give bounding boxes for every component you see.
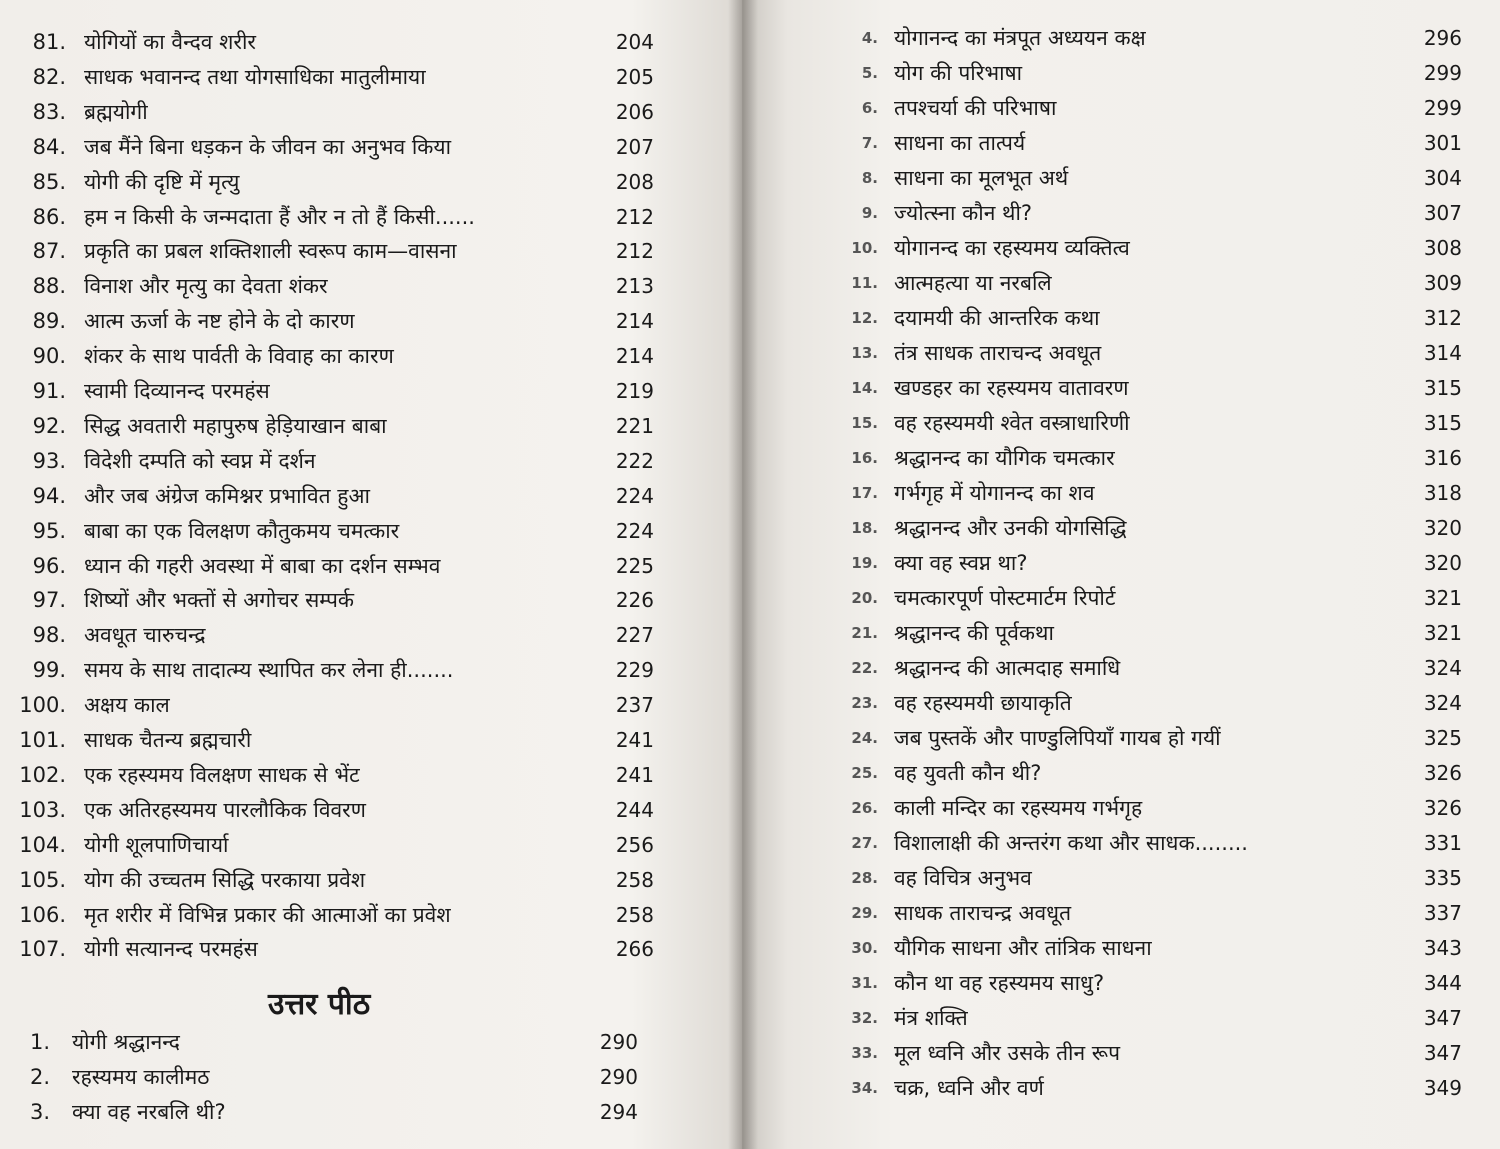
entry-title: चक्र, ध्वनि और वर्ण [894, 1076, 1044, 1100]
entry-page-number: 296 [1423, 26, 1462, 50]
toc-entry [0, 795, 742, 825]
toc-entry [742, 1073, 1500, 1103]
entry-number: 5. [861, 64, 878, 82]
entry-page-number: 347 [1423, 1006, 1462, 1030]
entry-page-number: 294 [599, 1100, 638, 1124]
toc-entry [742, 968, 1500, 998]
right-page [742, 0, 1500, 1149]
entry-page-number: 331 [1423, 831, 1462, 855]
entry-title: रहस्यमय कालीमठ [72, 1065, 210, 1089]
toc-entry [0, 167, 742, 197]
toc-entry [0, 306, 742, 336]
entry-page-number: 321 [1423, 586, 1462, 610]
entry-number: 90. [32, 344, 66, 369]
toc-entry [0, 62, 742, 92]
entry-page-number: 241 [615, 728, 654, 752]
entry-number: 102. [19, 762, 66, 787]
entry-title: ज्योत्स्ना कौन थी? [894, 201, 1033, 225]
entry-page-number: 258 [615, 902, 654, 927]
entry-title: आत्महत्या या नरबलि [894, 271, 1052, 295]
entry-number: 100. [19, 693, 66, 718]
entry-title: तपश्चर्या की परिभाषा [894, 96, 1057, 120]
entry-page-number: 347 [1423, 1041, 1462, 1065]
toc-entry [0, 725, 742, 755]
entry-number: 31. [851, 974, 878, 992]
entry-page-number: 343 [1423, 936, 1462, 960]
entry-page-number: 326 [1423, 761, 1462, 785]
entry-title: योग की उच्चतम सिद्धि परकाया प्रवेश [84, 867, 366, 892]
entry-title: शंकर के साथ पार्वती के विवाह का कारण [84, 344, 394, 369]
entry-page-number: 301 [1423, 131, 1462, 155]
entry-number: 98. [32, 623, 66, 648]
toc-entry [0, 760, 742, 790]
entry-title: आत्म ऊर्जा के नष्ट होने के दो कारण [84, 309, 355, 334]
toc-entry [742, 933, 1500, 963]
entry-title: प्रकृति का प्रबल शक्तिशाली स्वरूप काम—वासना [84, 239, 457, 264]
entry-title: एक अतिरहस्यमय पारलौकिक विवरण [84, 797, 366, 822]
entry-title: साधक भवानन्द तथा योगसाधिका मातुलीमाया [84, 64, 426, 89]
entry-number: 97. [32, 588, 66, 613]
entry-page-number: 308 [1423, 236, 1462, 260]
toc-entry [742, 653, 1500, 683]
entry-title: साधना का मूलभूत अर्थ [894, 166, 1069, 190]
entry-number: 84. [32, 134, 66, 159]
toc-entry [742, 513, 1500, 543]
toc-entry [0, 236, 742, 266]
entry-title: वह विचित्र अनुभव [894, 866, 1032, 890]
entry-page-number: 320 [1423, 516, 1462, 540]
entry-number: 3. [29, 1100, 50, 1124]
entry-page-number: 237 [615, 693, 654, 718]
entry-page-number: 206 [615, 99, 654, 124]
toc-entry [742, 233, 1500, 263]
entry-number: 6. [861, 99, 878, 117]
toc-entry [742, 688, 1500, 718]
entry-title: योगी की दृष्टि में मृत्यु [84, 169, 240, 194]
entry-number: 22. [851, 659, 878, 677]
entry-page-number: 349 [1423, 1076, 1462, 1100]
entry-number: 2. [29, 1065, 50, 1089]
toc-entry [0, 620, 742, 650]
toc-entry [742, 128, 1500, 158]
toc-entry [742, 163, 1500, 193]
toc-entry [742, 1038, 1500, 1068]
entry-title: ब्रह्मयोगी [84, 99, 148, 124]
entry-title: श्रद्धानन्द की पूर्वकथा [894, 621, 1054, 645]
entry-number: 19. [851, 554, 878, 572]
entry-page-number: 312 [1423, 306, 1462, 330]
entry-title: मंत्र शक्ति [894, 1006, 968, 1030]
toc-entry [742, 23, 1500, 53]
entry-number: 20. [851, 589, 878, 607]
entry-title: सिद्ध अवतारी महापुरुष हेड़ियाखान बाबा [84, 413, 387, 438]
entry-title: गर्भगृह में योगानन्द का शव [894, 481, 1095, 505]
toc-entry [742, 723, 1500, 753]
entry-page-number: 321 [1423, 621, 1462, 645]
entry-number: 14. [851, 379, 878, 397]
entry-page-number: 324 [1423, 656, 1462, 680]
entry-page-number: 212 [615, 204, 654, 229]
entry-number: 4. [861, 29, 878, 47]
entry-title: खण्डहर का रहस्यमय वातावरण [894, 376, 1129, 400]
entry-title: साधक चैतन्य ब्रह्मचारी [84, 728, 252, 752]
entry-number: 11. [851, 274, 878, 292]
entry-number: 85. [32, 169, 66, 194]
entry-number: 24. [851, 729, 878, 747]
entry-page-number: 314 [1423, 341, 1462, 365]
entry-page-number: 290 [599, 1030, 638, 1054]
entry-number: 25. [851, 764, 878, 782]
toc-entry [0, 934, 742, 964]
entry-number: 95. [32, 518, 66, 543]
toc-entry [742, 618, 1500, 648]
toc-entry [742, 268, 1500, 298]
entry-page-number: 325 [1423, 726, 1462, 750]
toc-entry [0, 516, 742, 546]
toc-entry [742, 443, 1500, 473]
toc-entry [742, 793, 1500, 823]
toc-entry [0, 271, 742, 301]
entry-page-number: 213 [615, 274, 654, 299]
entry-number: 83. [32, 99, 66, 124]
entry-title: यौगिक साधना और तांत्रिक साधना [894, 936, 1152, 960]
entry-number: 107. [19, 937, 66, 962]
entry-title: शिष्यों और भक्तों से अगोचर सम्पर्क [84, 588, 355, 613]
entry-number: 93. [32, 448, 66, 473]
entry-title: वह रहस्यमयी श्वेत वस्त्राधारिणी [894, 411, 1130, 435]
entry-number: 15. [851, 414, 878, 432]
entry-page-number: 208 [615, 169, 654, 194]
entry-number: 89. [32, 309, 66, 334]
entry-number: 91. [32, 379, 66, 403]
entry-number: 81. [32, 30, 66, 54]
entry-title: कौन था वह रहस्यमय साधु? [894, 971, 1105, 995]
toc-entry [0, 97, 742, 127]
entry-number: 104. [19, 832, 66, 857]
entry-title: योग की परिभाषा [894, 61, 1023, 85]
toc-entry [0, 411, 742, 441]
toc-entry [0, 376, 742, 406]
left-page [0, 0, 742, 1149]
toc-entry [0, 341, 742, 371]
entry-page-number: 214 [615, 309, 654, 334]
toc-entry [742, 198, 1500, 228]
entry-number: 106. [19, 902, 66, 927]
entry-page-number: 207 [615, 134, 654, 159]
toc-entry [0, 655, 742, 685]
toc-entry [742, 303, 1500, 333]
entry-page-number: 219 [615, 379, 654, 403]
entry-number: 18. [851, 519, 878, 537]
entry-number: 28. [851, 869, 878, 887]
entry-number: 7. [861, 134, 878, 152]
entry-page-number: 221 [615, 413, 654, 438]
entry-page-number: 344 [1423, 971, 1462, 995]
entry-page-number: 205 [615, 64, 654, 89]
entry-page-number: 324 [1423, 691, 1462, 715]
entry-number: 1. [29, 1030, 50, 1054]
entry-number: 82. [32, 64, 66, 89]
entry-page-number: 304 [1423, 166, 1462, 190]
toc-entry [0, 551, 742, 581]
entry-page-number: 224 [615, 483, 654, 508]
entry-number: 94. [32, 483, 66, 508]
toc-entry [742, 863, 1500, 893]
entry-title: योगी श्रद्धानन्द [72, 1030, 180, 1054]
entry-title: विदेशी दम्पति को स्वप्न में दर्शन [84, 448, 316, 473]
entry-number: 96. [32, 553, 66, 578]
entry-page-number: 214 [615, 344, 654, 369]
entry-title: मूल ध्वनि और उसके तीन रूप [894, 1041, 1121, 1065]
entry-number: 8. [861, 169, 878, 187]
entry-title: साधना का तात्पर्य [894, 131, 1026, 155]
entry-number: 13. [851, 344, 878, 362]
toc-entry [0, 446, 742, 476]
toc-entry [742, 583, 1500, 613]
entry-title: हम न किसी के जन्मदाता हैं और न तो हैं किसी...... [84, 204, 475, 229]
entry-title: वह रहस्यमयी छायाकृति [894, 691, 1072, 715]
entry-number: 21. [851, 624, 878, 642]
entry-title: क्या वह नरबलि थी? [72, 1100, 226, 1124]
entry-number: 23. [851, 694, 878, 712]
entry-title: जब मैंने बिना धड़कन के जीवन का अनुभव किया [84, 134, 452, 159]
entry-number: 27. [851, 834, 878, 852]
entry-page-number: 335 [1423, 866, 1462, 890]
entry-number: 9. [861, 204, 878, 222]
entry-page-number: 318 [1423, 481, 1462, 505]
entry-page-number: 326 [1423, 796, 1462, 820]
entry-page-number: 225 [615, 553, 654, 578]
entry-title: साधक ताराचन्द्र अवधूत [894, 901, 1072, 925]
entry-number: 17. [851, 484, 878, 502]
entry-title: श्रद्धानन्द और उनकी योगसिद्धि [894, 516, 1127, 540]
toc-entry [742, 898, 1500, 928]
entry-number: 16. [851, 449, 878, 467]
entry-title: तंत्र साधक ताराचन्द अवधूत [894, 341, 1102, 365]
entry-number: 86. [32, 204, 66, 229]
entry-page-number: 224 [615, 518, 654, 543]
entry-page-number: 299 [1423, 61, 1462, 85]
entry-number: 101. [19, 728, 66, 752]
toc-entry [742, 828, 1500, 858]
entry-title: अवधूत चारुचन्द्र [84, 623, 206, 648]
entry-title: दयामयी की आन्तरिक कथा [894, 306, 1100, 330]
entry-title: श्रद्धानन्द का यौगिक चमत्कार [894, 446, 1115, 470]
toc-entry [742, 338, 1500, 368]
toc-entry [0, 585, 742, 615]
entry-page-number: 222 [615, 448, 654, 473]
entry-number: 92. [32, 413, 66, 438]
entry-number: 30. [851, 939, 878, 957]
entry-title: क्या वह स्वप्न था? [894, 551, 1028, 575]
entry-title: जब पुस्तकें और पाण्डुलिपियाँ गायब हो गयीं [894, 726, 1221, 750]
book-gutter [728, 0, 758, 1149]
entry-number: 32. [851, 1009, 878, 1027]
entry-number: 103. [19, 797, 66, 822]
entry-page-number: 212 [615, 239, 654, 264]
entry-title: योगानन्द का रहस्यमय व्यक्तित्व [894, 236, 1130, 260]
toc-entry [742, 758, 1500, 788]
entry-page-number: 315 [1423, 411, 1462, 435]
entry-title: श्रद्धानन्द की आत्मदाह समाधि [894, 656, 1121, 680]
entry-number: 33. [851, 1044, 878, 1062]
entry-title: काली मन्दिर का रहस्यमय गर्भगृह [894, 796, 1143, 820]
entry-title: योगियों का वैन्दव शरीर [84, 30, 256, 54]
toc-entry [742, 58, 1500, 88]
toc-entry [0, 132, 742, 162]
entry-number: 105. [19, 867, 66, 892]
entry-page-number: 316 [1423, 446, 1462, 470]
toc-entry [742, 93, 1500, 123]
entry-number: 88. [32, 274, 66, 299]
entry-number: 34. [851, 1079, 878, 1097]
entry-title: अक्षय काल [84, 693, 170, 718]
entry-title: स्वामी दिव्यानन्द परमहंस [84, 379, 270, 403]
entry-title: योगानन्द का मंत्रपूत अध्ययन कक्ष [894, 26, 1146, 50]
entry-page-number: 226 [615, 588, 654, 613]
entry-number: 10. [851, 239, 878, 257]
entry-number: 26. [851, 799, 878, 817]
toc-entry [742, 548, 1500, 578]
toc-entry [0, 481, 742, 511]
entry-page-number: 241 [615, 762, 654, 787]
entry-page-number: 204 [615, 30, 654, 54]
toc-entry [0, 900, 742, 930]
entry-number: 29. [851, 904, 878, 922]
toc-entry [0, 1097, 742, 1127]
entry-title: योगी सत्यानन्द परमहंस [84, 937, 258, 962]
toc-entry [742, 1003, 1500, 1033]
toc-entry [0, 865, 742, 895]
entry-title: मृत शरीर में विभिन्न प्रकार की आत्माओं का प्रवेश [84, 902, 451, 927]
toc-entry [0, 202, 742, 232]
toc-entry [0, 830, 742, 860]
entry-title: एक रहस्यमय विलक्षण साधक से भेंट [84, 762, 360, 787]
entry-title: वह युवती कौन थी? [894, 761, 1042, 785]
toc-entry [0, 690, 742, 720]
toc-entry [0, 27, 742, 57]
entry-page-number: 299 [1423, 96, 1462, 120]
toc-entry [742, 408, 1500, 438]
entry-page-number: 337 [1423, 901, 1462, 925]
entry-number: 99. [32, 658, 66, 683]
entry-page-number: 290 [599, 1065, 638, 1089]
entry-title: चमत्कारपूर्ण पोस्टमार्टम रिपोर्ट [894, 586, 1116, 610]
entry-page-number: 229 [615, 658, 654, 683]
entry-title: विशालाक्षी की अन्तरंग कथा और साधक........ [894, 831, 1248, 855]
entry-page-number: 258 [615, 867, 654, 892]
section-heading: उत्तर पीठ [268, 987, 371, 1022]
entry-number: 12. [851, 309, 878, 327]
toc-entry [0, 1027, 742, 1057]
entry-title: बाबा का एक विलक्षण कौतुकमय चमत्कार [84, 518, 400, 543]
entry-page-number: 244 [615, 797, 654, 822]
entry-title: योगी शूलपाणिचार्या [84, 832, 229, 857]
entry-title: समय के साथ तादात्म्य स्थापित कर लेना ही....... [84, 658, 454, 683]
entry-page-number: 315 [1423, 376, 1462, 400]
entry-title: ध्यान की गहरी अवस्था में बाबा का दर्शन सम्भव [84, 553, 441, 578]
entry-number: 87. [32, 239, 66, 264]
toc-entry [742, 478, 1500, 508]
toc-entry [742, 373, 1500, 403]
toc-entry [0, 1062, 742, 1092]
entry-title: विनाश और मृत्यु का देवता शंकर [84, 274, 328, 299]
entry-page-number: 227 [615, 623, 654, 648]
entry-page-number: 320 [1423, 551, 1462, 575]
entry-page-number: 307 [1423, 201, 1462, 225]
entry-page-number: 309 [1423, 271, 1462, 295]
entry-page-number: 256 [615, 832, 654, 857]
entry-title: और जब अंग्रेज कमिश्नर प्रभावित हुआ [84, 483, 370, 508]
entry-page-number: 266 [615, 937, 654, 962]
